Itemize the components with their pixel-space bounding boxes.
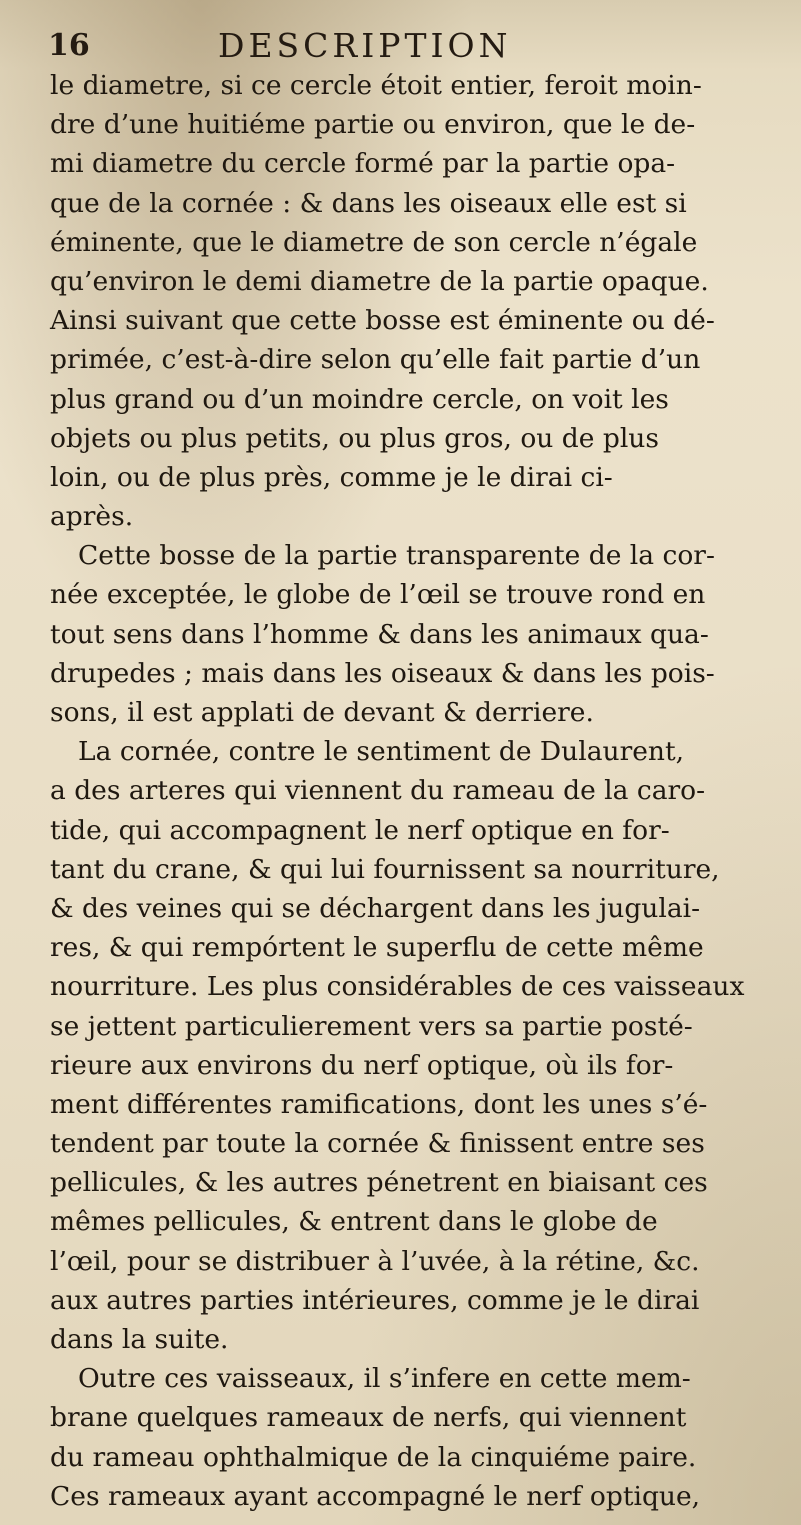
text-line: le diametre, si ce cercle étoit entier, feroit moin- (50, 70, 702, 101)
page-header (0, 28, 801, 68)
page-number: 16 (48, 28, 90, 63)
text-line: tant du crane, & qui lui fournissent sa nourriture, (50, 853, 720, 885)
text-line: tout sens dans l’homme & dans les animaux qua- (50, 618, 709, 650)
text-line: après. (50, 501, 134, 533)
text-line: sons, il est applati de devant & derriere. (50, 697, 594, 728)
text-line: l’œil, pour se distribuer à l’uvée, à la rétine, &c. (50, 1245, 700, 1277)
text-line: mi diametre du cercle formé par la partie opa- (50, 148, 676, 180)
text-line: drupedes ; mais dans les oiseaux & dans les pois- (50, 657, 715, 689)
text-line: pellicules, & les autres pénetrent en biaisant ces (50, 1167, 708, 1199)
text-line: se jettent particulierement vers sa partie posté- (50, 1010, 693, 1042)
text-line: Ainsi suivant que cette bosse est éminente ou dé- (50, 305, 715, 337)
body-text (50, 66, 790, 1516)
text-line: que de la cornée : & dans les oiseaux elle est si (50, 187, 687, 219)
text-line: née exceptée, le globe de l’œil se trouve rond en (50, 579, 706, 611)
text-line: mêmes pellicules, & entrent dans le globe de (50, 1206, 658, 1238)
text-line: rieure aux environs du nerf optique, où ils for- (50, 1049, 674, 1081)
text-line: ment différentes ramifications, dont les unes s’é- (50, 1088, 708, 1120)
paragraph-start-line: Outre ces vaisseaux, il s’infere en cette mem- (78, 1363, 691, 1395)
text-line: & des veines qui se déchargent dans les jugulai- (50, 892, 701, 924)
text-line: plus grand ou d’un moindre cercle, on voit les (50, 383, 669, 415)
text-line: primée, c’est-à-dire selon qu’elle fait partie d’un (50, 344, 701, 376)
running-title: DESCRIPTION (218, 26, 512, 65)
paragraph-start-line: La cornée, contre le sentiment de Dulaurent, (78, 736, 685, 768)
paragraph-start-line: Cette bosse de la partie transparente de la cor- (78, 540, 715, 572)
text-line: brane quelques rameaux de nerfs, qui viennent (50, 1402, 687, 1434)
text-line: tide, qui accompagnent le nerf optique en for- (50, 814, 670, 846)
text-line: Ces rameaux ayant accompagné le nerf optique, (50, 1480, 701, 1512)
text-line: tendent par toute la cornée & finissent entre ses (50, 1128, 705, 1160)
text-line: a des arteres qui viennent du rameau de la caro- (50, 775, 706, 807)
text-line: loin, ou de plus près, comme je le dirai ci- (50, 461, 613, 493)
text-line: objets ou plus petits, ou plus gros, ou de plus (50, 422, 659, 454)
text-line: du rameau ophthalmique de la cinquiéme paire. (50, 1441, 697, 1473)
text-line: qu’environ le demi diametre de la partie opaque. (50, 265, 709, 297)
text-line: nourriture. Les plus considérables de ces vaisseaux (50, 971, 745, 1003)
text-line: res, & qui rempórtent le superflu de cette même (50, 932, 704, 964)
text-line: dre d’une huitiéme partie ou environ, que le de- (50, 109, 696, 141)
text-line: éminente, que le diametre de son cercle n’égale (50, 226, 698, 258)
text-line: aux autres parties intérieures, comme je le dirai (50, 1284, 700, 1316)
text-line: dans la suite. (50, 1324, 229, 1355)
